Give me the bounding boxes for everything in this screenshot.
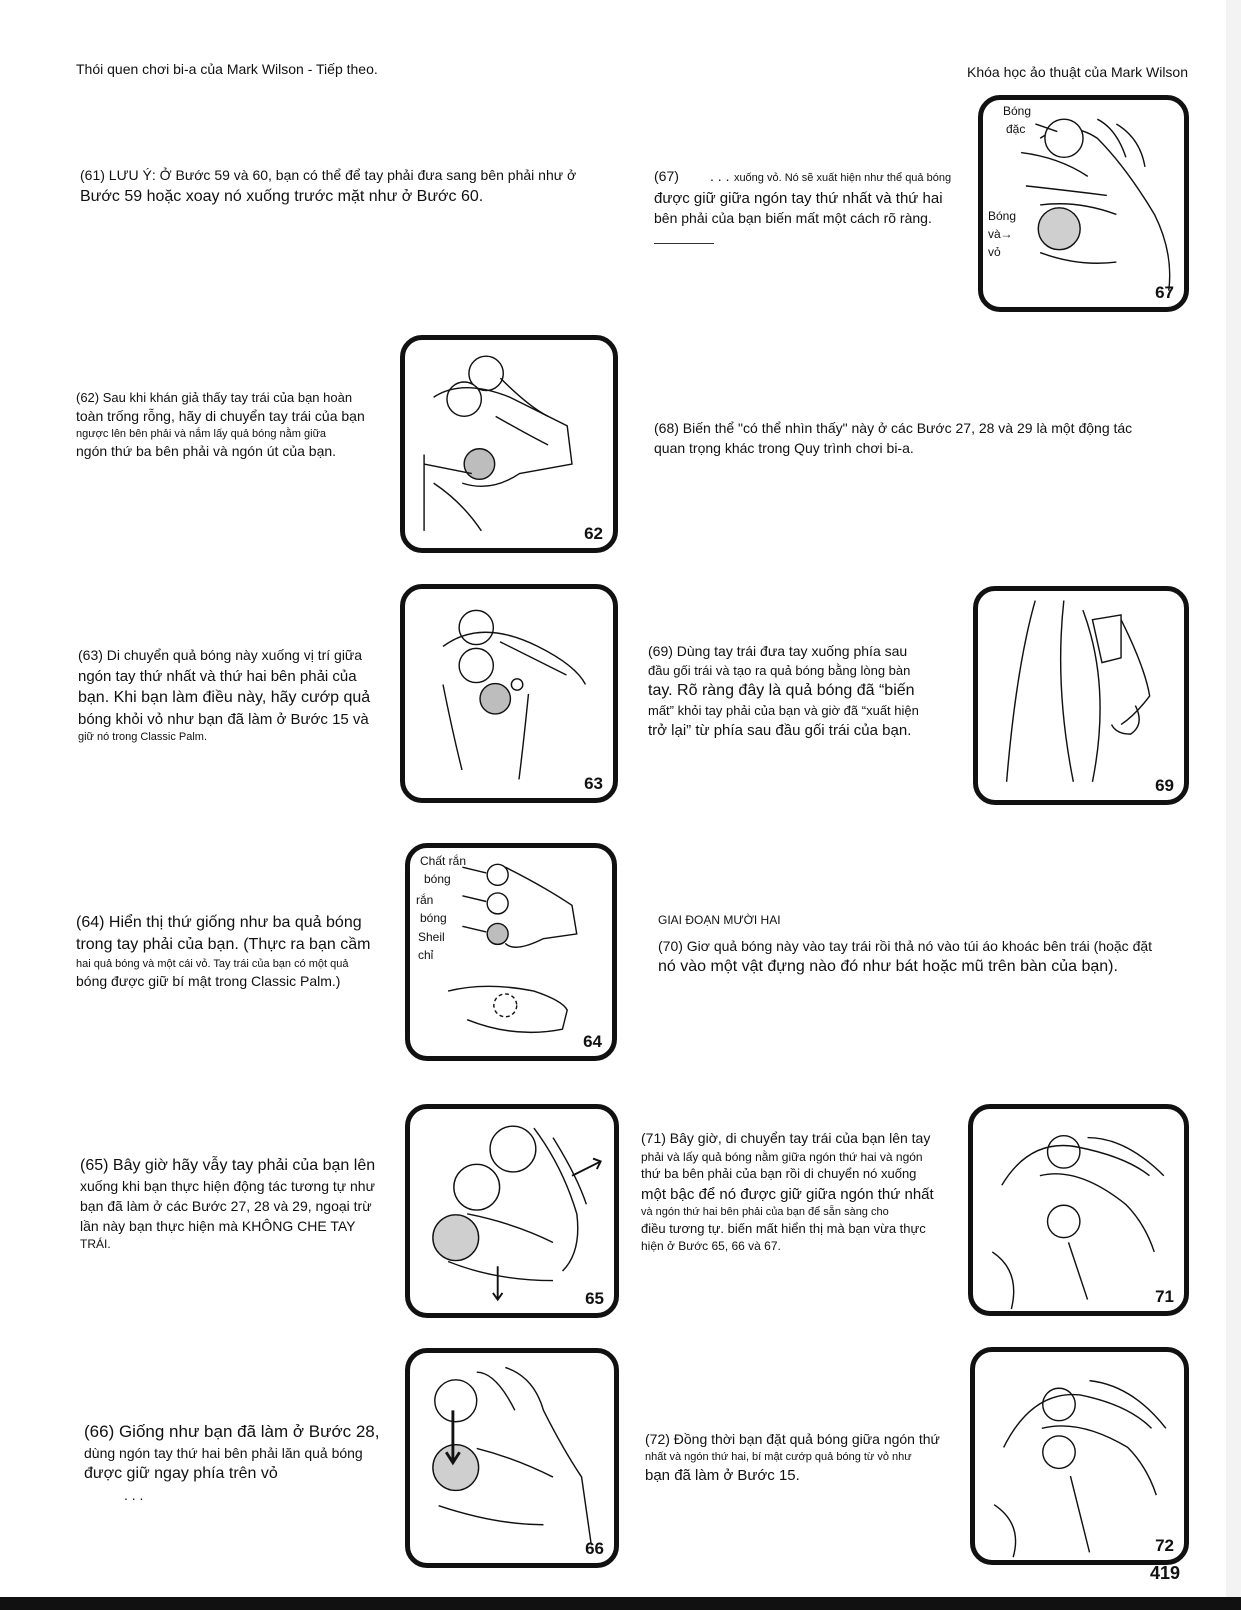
step-70: GIAI ĐOẠN MƯỜI HAI (70) Giơ quả bóng này vào tay trái rồi thả nó vào túi áo khoác bên trái (hoặc đặt nó vào một vật đựng nào đó như bát hoặc mũ trên bàn của bạn). <box>658 912 1198 979</box>
figure-number: 66 <box>585 1539 604 1558</box>
hand-illustration <box>410 1353 614 1563</box>
label-shell-only: Sheil chỉ <box>418 930 445 962</box>
page-number: 419 <box>1150 1563 1181 1583</box>
label-solid-ball: Chất rắn bóng <box>420 854 467 886</box>
step-69: (69) Dùng tay trái đưa tay xuống phía sau đầu gối trái và tạo ra quả bóng bằng lòng bàn tay. Rõ ràng đây là quả bóng đã “biến mất” khỏi tay phải của bạn và giờ đã “xuất hiện trở lại” từ phía sau đầu gối trái của bạn. <box>648 643 919 740</box>
phase-title: GIAI ĐOẠN MƯỜI HAI <box>658 913 781 927</box>
figure-number: 69 <box>1155 776 1174 795</box>
step-71: (71) Bây giờ, di chuyển tay trái của bạn lên tay phải và lấy quả bóng nằm giữa ngón thứ hai và ngón thứ ba bên phải của bạn rồi di chuyển nó xuống một bậc để nó được giữ giữa ngón thứ nhất và ngón thứ hai bên phải của bạn để sẵn sàng cho điều tương tự. biến mất hiển thị mà bạn vừa thực hiện ở Bước 65, 66 và 67. <box>641 1130 934 1254</box>
step-66: (66) Giống như bạn đã làm ở Bước 28, dùng ngón tay thứ hai bên phải lăn quả bóng được giữ ngay phía trên vỏ . . . <box>84 1422 380 1503</box>
figure-66 <box>405 1348 619 1568</box>
hand-illustration <box>405 340 613 548</box>
figure-number: 72 <box>1155 1536 1174 1555</box>
figure-62 <box>400 335 618 553</box>
label-solid-ball-2: rắn bóng <box>416 893 447 925</box>
figure-number: 62 <box>584 524 603 543</box>
step-62: (62) Sau khi khán giả thấy tay trái của bạn hoàn toàn trống rỗng, hãy di chuyển tay trái của bạn ngược lên bên phải và nắm lấy quả bóng nằm giữa ngón thứ ba bên phải và ngón út của bạn. <box>76 390 365 460</box>
divider <box>654 243 714 244</box>
step-64: (64) Hiển thị thứ giống như ba quả bóng trong tay phải của bạn. (Thực ra bạn cầm hai quả bóng và một cái vỏ. Tay trái của bạn có một quả bóng được giữ bí mật trong Classic Palm.) <box>76 914 371 990</box>
header-right: Khóa học ảo thuật của Mark Wilson <box>967 64 1189 80</box>
figure-number: 65 <box>585 1289 604 1308</box>
header-left: Thói quen chơi bi-a của Mark Wilson - Tiếp theo. <box>76 61 378 77</box>
figure-number: 71 <box>1155 1287 1174 1306</box>
figure-64 <box>405 843 617 1061</box>
hand-illustration <box>410 1109 614 1313</box>
figure-72 <box>970 1347 1189 1565</box>
step-68: (68) Biến thể "có thể nhìn thấy" này ở các Bước 27, 28 và 29 là một động tác quan trọng khác trong Quy trình chơi bi-a. <box>654 420 1133 456</box>
figure-67 <box>978 95 1189 312</box>
figure-number: 64 <box>583 1032 602 1051</box>
figure-number: 63 <box>584 774 603 793</box>
figure-69 <box>973 586 1189 805</box>
hands-illustration <box>975 1352 1184 1560</box>
label-ball-and-shell: Bóng và→ vỏ <box>988 209 1017 259</box>
bottom-border <box>0 1597 1241 1610</box>
step-67: (67) . . . xuống vỏ. Nó sẽ xuất hiện như thể quả bóng được giữ giữa ngón tay thứ nhất và thứ hai bên phải của bạn biến mất một cách rõ ràng. <box>654 166 964 244</box>
step-72: (72) Đồng thời bạn đặt quả bóng giữa ngón thứ nhất và ngón thứ hai, bí mật cướp quả bóng từ vỏ như bạn đã làm ở Bước 15. <box>645 1431 940 1484</box>
leg-illustration <box>978 591 1184 800</box>
hands-illustration <box>973 1109 1184 1311</box>
figure-number: 67 <box>1155 283 1174 302</box>
step-63: (63) Di chuyển quả bóng này xuống vị trí giữa ngón tay thứ nhất và thứ hai bên phải của bạn. Khi bạn làm điều này, hãy cướp quả bóng khỏi vỏ như bạn đã làm ở Bước 15 và giữ nó trong Classic Palm. <box>78 647 371 743</box>
figure-63 <box>400 584 618 803</box>
hand-illustration <box>405 589 613 798</box>
page-edge <box>1226 0 1241 1610</box>
figure-65 <box>405 1104 619 1318</box>
label-solid-ball: Bóng đặc <box>1003 104 1032 136</box>
step-65: (65) Bây giờ hãy vẫy tay phải của bạn lên xuống khi bạn thực hiện động tác tương tự như bạn đã làm ở các Bước 27, 28 và 29, ngoại trừ lần này bạn thực hiện mà KHÔNG CHE TAY TRÁI. <box>80 1157 376 1252</box>
step-61: (61) LƯU Ý: Ở Bước 59 và 60, bạn có thể để tay phải đưa sang bên phải như ở Bước 59 hoặc xoay nó xuống trước mặt như ở Bước 60. <box>80 167 577 205</box>
figure-71 <box>968 1104 1189 1316</box>
